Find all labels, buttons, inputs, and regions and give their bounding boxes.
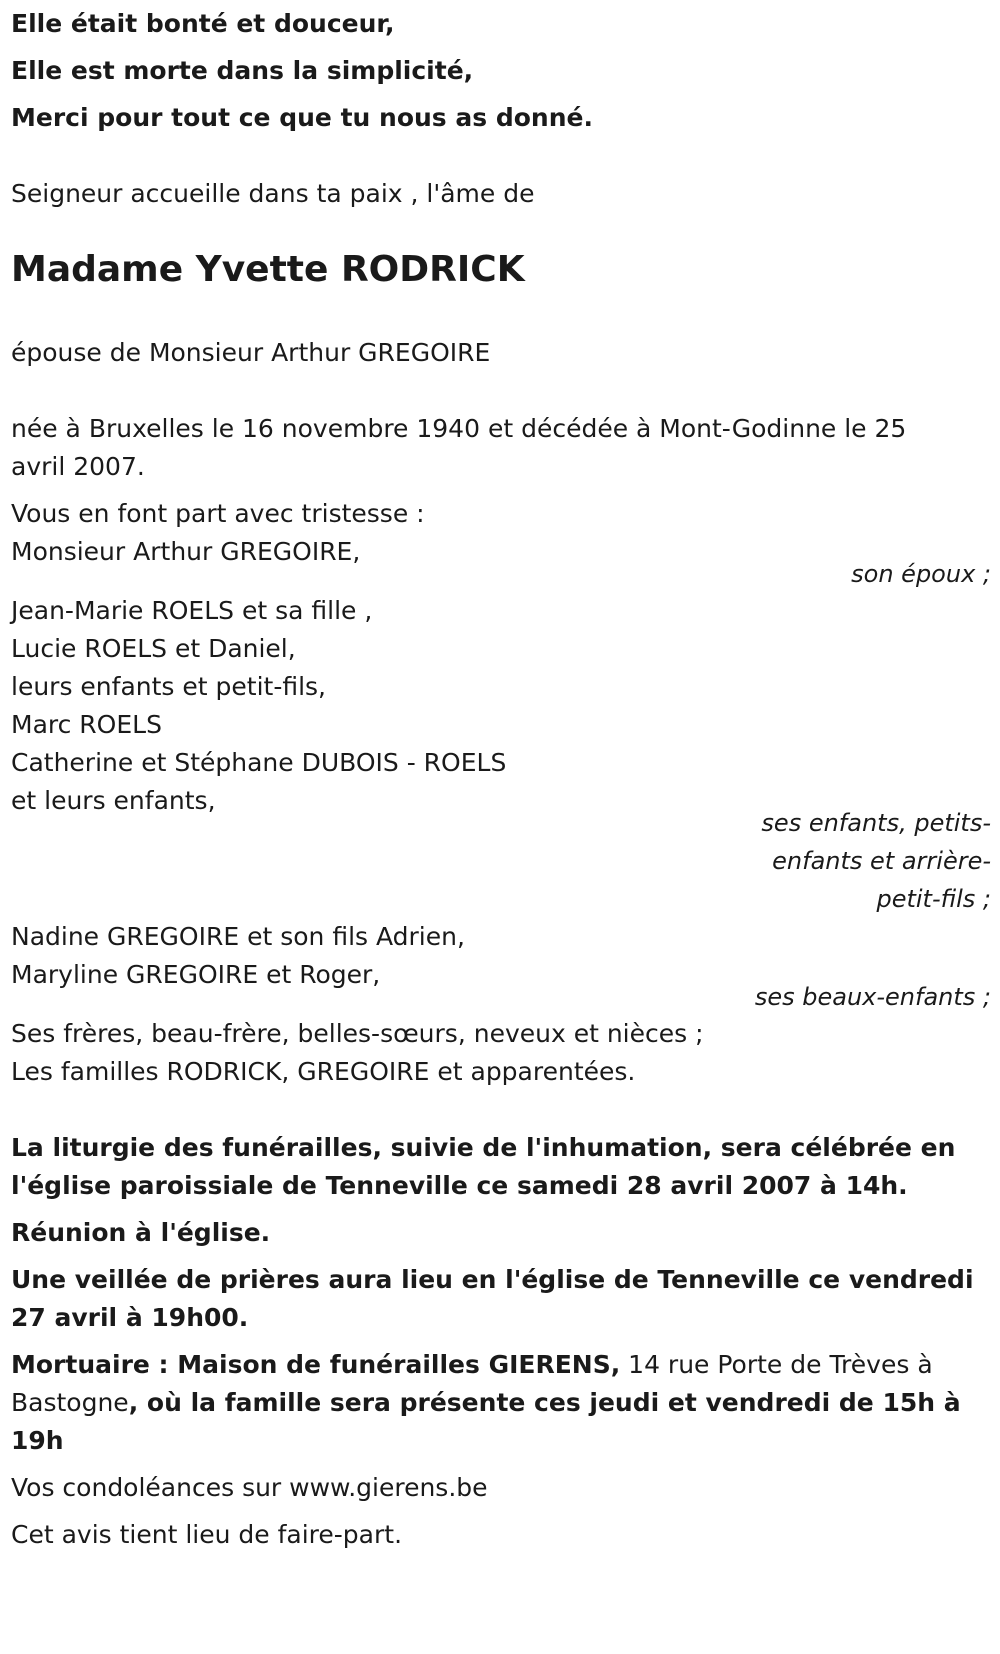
verse-line: Elle était bonté et douceur, [11,9,395,38]
mortuary-line [11,1383,961,1423]
mortuary-presence: , où la famille sera présente ces jeudi et vendredi de 15h à [128,1388,961,1417]
spouse-line: épouse de Monsieur Arthur GREGOIRE [11,338,491,367]
child-line: et leurs enfants, [11,786,216,815]
children-relation: enfants et arrière- [772,847,991,875]
mortuary-label: Mortuaire : Maison de funérailles GIERENS, [11,1350,621,1379]
mortuary-line [11,1345,933,1385]
intro-line: Seigneur accueille dans ta paix , l'âme de [11,179,535,208]
child-line: Marc ROELS [11,710,162,739]
stepchildren-relation: ses beaux-enfants ; [754,983,991,1011]
mortuary-city: Bastogne [11,1388,129,1417]
mortuary-address: 14 rue Porte de Trèves à [620,1350,933,1379]
family-line: Ses frères, beau-frère, belles-sœurs, neveux et nièces ; [11,1019,704,1048]
vigil-line: 27 avril à 19h00. [11,1303,249,1332]
vigil-line: Une veillée de prières aura lieu en l'église de Tenneville ce vendredi [11,1265,974,1294]
deceased-name: Madame Yvette RODRICK [11,249,525,290]
children-relation: petit-fils ; [876,885,991,913]
funeral-line: La liturgie des funérailles, suivie de l'inhumation, sera célébrée en [11,1133,956,1162]
child-line: Catherine et Stéphane DUBOIS - ROELS [11,748,507,777]
notice-line: Cet avis tient lieu de faire-part. [11,1520,403,1549]
verse-line: Merci pour tout ce que tu nous as donné. [11,103,593,132]
funeral-line: l'église paroissiale de Tenneville ce samedi 28 avril 2007 à 14h. [11,1171,908,1200]
child-line: Lucie ROELS et Daniel, [11,634,296,663]
meeting-line: Réunion à l'église. [11,1218,271,1247]
stepchild-line: Nadine GREGOIRE et son fils Adrien, [11,922,465,951]
husband-name: Monsieur Arthur GREGOIRE, [11,537,361,566]
child-line: Jean-Marie ROELS et sa fille , [11,596,373,625]
husband-relation: son époux ; [851,560,991,588]
condolences-line: Vos condoléances sur www.gierens.be [11,1473,488,1502]
stepchild-line: Maryline GREGOIRE et Roger, [11,960,381,989]
verse-line: Elle est morte dans la simplicité, [11,56,474,85]
child-line: leurs enfants et petit-fils, [11,672,327,701]
family-line: Les familles RODRICK, GREGOIRE et apparentées. [11,1057,636,1086]
birth-death-line: avril 2007. [11,452,145,481]
mortuary-hours: 19h [11,1426,64,1455]
announcement-line: Vous en font part avec tristesse : [11,499,425,528]
birth-death-line: née à Bruxelles le 16 novembre 1940 et décédée à Mont-Godinne le 25 [11,414,907,443]
children-relation: ses enfants, petits- [761,809,991,837]
